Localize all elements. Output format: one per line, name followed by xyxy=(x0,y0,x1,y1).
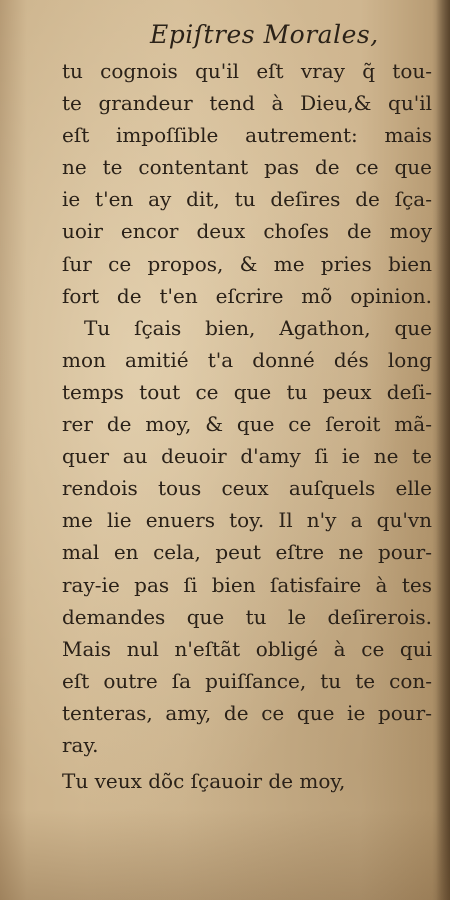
text-line: ſur ce propos, & me pries bien xyxy=(62,251,432,276)
page-edge-shadow xyxy=(436,0,450,900)
text-line: te grandeur tend à Dieu,& qu'il xyxy=(62,91,432,116)
text-line: tenteras, amy, de ce que ie pour- xyxy=(62,700,432,725)
running-header: Epiſtres Morales, xyxy=(150,20,379,49)
text-line: ray-ie pas ſi bien ſatisfaire à tes xyxy=(62,572,432,597)
text-line: eſt outre ſa puiſſance, tu te con- xyxy=(62,668,432,693)
text-line: demandes que tu le deſirerois. xyxy=(62,604,432,629)
text-line: fort de t'en eſcrire mõ opinion. xyxy=(62,283,432,308)
text-line: me lie enuers toy. Il n'y a qu'vn xyxy=(62,508,432,533)
text-line: mon amitié t'a donné dés long xyxy=(62,347,432,372)
text-line: rendois tous ceux auſquels elle xyxy=(62,476,432,501)
text-line: ie t'en ay dit, tu deſires de ſça- xyxy=(62,187,432,212)
text-line: Tu veux dõc ſçauoir de moy, xyxy=(62,769,346,794)
text-line: mal en cela, peut eſtre ne pour- xyxy=(62,540,432,565)
text-line: Tu ſçais bien, Agathon, que xyxy=(84,315,432,340)
text-line: temps tout ce que tu peux deſi- xyxy=(62,379,432,404)
text-line: tu cognois qu'il eſt vray q̃ tou- xyxy=(62,59,432,83)
text-line: Mais nul n'eſtãt obligé à ce qui xyxy=(62,636,432,661)
page-bottom-shade xyxy=(0,810,450,900)
body-text xyxy=(62,55,432,797)
text-line: quer au deuoir d'amy ſi ie ne te xyxy=(62,444,432,469)
text-line: uoir encor deux choſes de moy xyxy=(62,219,432,244)
text-line: ne te contentant pas de ce que xyxy=(62,155,432,180)
text-line: rer de moy, & que ce ſeroit mã- xyxy=(62,412,432,437)
text-line: eſt impoſſible autrement: mais xyxy=(62,123,432,148)
text-line: ray. xyxy=(62,732,99,757)
